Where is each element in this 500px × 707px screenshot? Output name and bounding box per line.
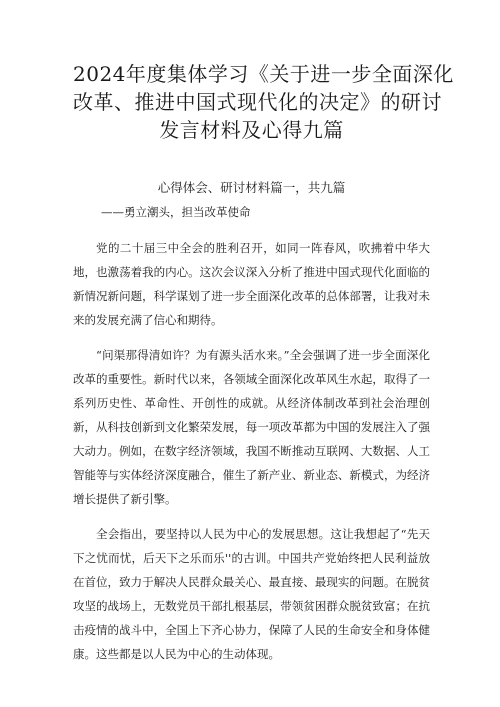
body-paragraph-2: “问渠那得清如许？为有源头活水来。”全会强调了进一步全面深化改革的重要性。新时代以来，各领域全面深化改革风生水起，取得了一系列历史性、革命性、开创性的成就。从经济体制改革到社会治理创新，从科技创新到文化繁荣发展，每一项改革都为中国的发展注入了强大动力。例如，在数字经济领域，我国不断推动互联网、大数据、人工智能等与实体经济深度融合，催生了新产业、新业态、新模式，为经济增长提供了新引擎。 [73,348,430,506]
body-paragraph-1: 党的二十届三中全会的胜利召开，如同一阵春风，吹拂着中华大地，也激荡着我的内心。这次会议深入分析了推进中国式现代化面临的新情况新问题，科学谋划了进一步全面深化改革的总体部署，让我对未来的发展充满了信心和期待。 [73,241,430,327]
title-line-3: 发言材料及心得九篇 [159,118,344,142]
section-heading: 心得体会、研讨材料篇一，共九篇 [157,180,346,195]
title-line-2: 改革、推进中国式现代化的决定》的研讨 [73,90,442,114]
body-paragraph-3: 全会指出，要坚持以人民为中心的发展思想。这让我想起了“先天下之忧而忧，后天下之乐而乐''的古训。中国共产党始终把人民利益放在首位，致力于解决人民群众最关心、最直接、最现实的问题。在脱贫攻坚的战场上，无数党员干部扎根基层，带领贫困群众脱贫致富；在抗击疫情的战斗中，全国上下齐心协力，保障了人民的生命安全和身体健康。这些都是以人民为中心的生动体现。 [73,527,430,661]
section-subtitle: ——勇立潮头，担当改革使命 [101,205,251,219]
document-title [73,60,454,144]
title-line-1: 2024年度集体学习《关于进一步全面深化 [73,62,454,86]
